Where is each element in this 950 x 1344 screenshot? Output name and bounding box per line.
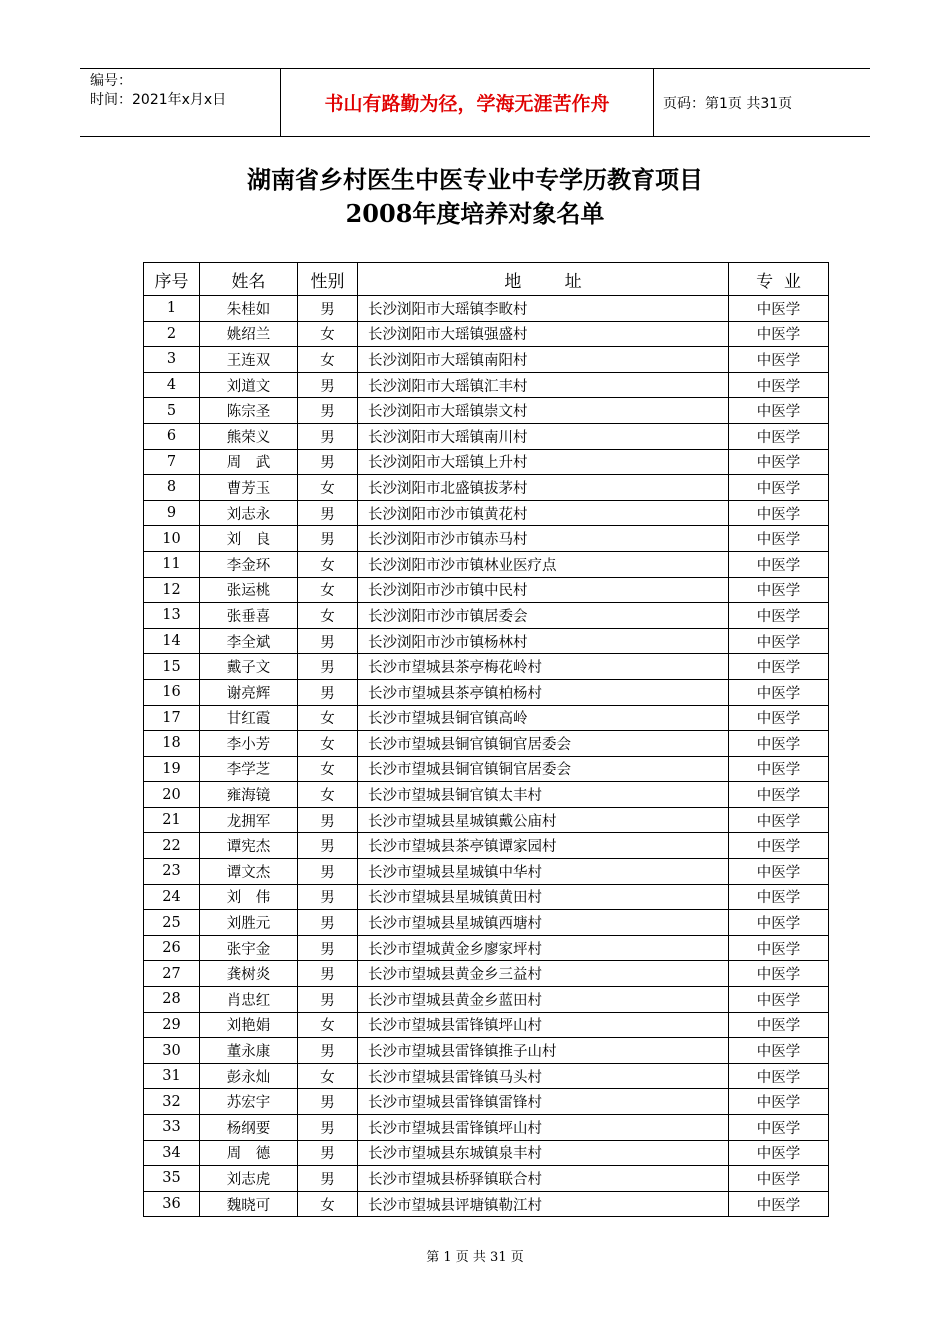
row-major-cell: 中医学 (729, 628, 829, 654)
row-address-cell: 长沙浏阳市北盛镇拔茅村 (358, 475, 729, 501)
row-index-cell: 16 (144, 679, 200, 705)
table-row (144, 987, 829, 1013)
row-address-cell: 长沙浏阳市大瑶镇汇丰村 (358, 372, 729, 398)
row-name-cell: 曹芳玉 (200, 475, 298, 501)
table-row (144, 321, 829, 347)
page-header (80, 68, 870, 137)
row-index-cell: 11 (144, 551, 200, 577)
row-address-cell: 长沙浏阳市大瑶镇崇文村 (358, 398, 729, 424)
row-index-cell: 31 (144, 1063, 200, 1089)
row-major-cell: 中医学 (729, 372, 829, 398)
row-address-cell: 长沙市望城县铜官镇铜官居委会 (358, 756, 729, 782)
row-index-cell: 26 (144, 935, 200, 961)
row-name-cell: 杨纲要 (200, 1115, 298, 1141)
row-index-cell: 13 (144, 603, 200, 629)
table-row (144, 1038, 829, 1064)
row-gender-cell: 男 (298, 1089, 358, 1115)
row-name-cell: 姚绍兰 (200, 321, 298, 347)
row-address-cell: 长沙浏阳市大瑶镇南阳村 (358, 347, 729, 373)
row-gender-cell: 女 (298, 782, 358, 808)
row-major-cell: 中医学 (729, 321, 829, 347)
row-address-cell: 长沙市望城县茶亭梅花岭村 (358, 654, 729, 680)
row-name-cell: 龚树炎 (200, 961, 298, 987)
row-name-cell: 周 德 (200, 1140, 298, 1166)
header-page-label: 页码：第1页 共31页 (663, 95, 793, 112)
row-address-cell: 长沙浏阳市沙市镇黄花村 (358, 500, 729, 526)
row-major-cell: 中医学 (729, 935, 829, 961)
row-name-cell: 谭文杰 (200, 859, 298, 885)
row-gender-cell: 男 (298, 628, 358, 654)
row-gender-cell: 男 (298, 296, 358, 322)
row-address-cell: 长沙浏阳市沙市镇居委会 (358, 603, 729, 629)
trainee-table (143, 262, 829, 1217)
row-major-cell: 中医学 (729, 398, 829, 424)
document-title-line2: 2008年度培养对象名单 (345, 199, 605, 228)
row-name-cell: 熊荣义 (200, 423, 298, 449)
row-address-cell: 长沙市望城县铜官镇铜官居委会 (358, 731, 729, 757)
row-gender-cell: 男 (298, 910, 358, 936)
row-major-cell: 中医学 (729, 884, 829, 910)
row-index-cell: 34 (144, 1140, 200, 1166)
row-gender-cell: 男 (298, 654, 358, 680)
table-row (144, 1115, 829, 1141)
table-row (144, 628, 829, 654)
row-address-cell: 长沙市望城县雷锋镇坪山村 (358, 1012, 729, 1038)
row-index-cell: 10 (144, 526, 200, 552)
table-row (144, 449, 829, 475)
header-meta (80, 69, 280, 136)
row-address-cell: 长沙市望城县黄金乡蓝田村 (358, 987, 729, 1013)
row-major-cell: 中医学 (729, 987, 829, 1013)
row-index-cell: 23 (144, 859, 200, 885)
row-address-cell: 长沙浏阳市大瑶镇上升村 (358, 449, 729, 475)
row-name-cell: 李金环 (200, 551, 298, 577)
row-address-cell: 长沙市望城县星城镇黄田村 (358, 884, 729, 910)
row-name-cell: 谭宪杰 (200, 833, 298, 859)
header-cell-address: 地 址 (358, 263, 729, 296)
row-index-cell: 18 (144, 731, 200, 757)
table-row (144, 296, 829, 322)
row-index-cell: 32 (144, 1089, 200, 1115)
row-address-cell: 长沙市望城县黄金乡三益村 (358, 961, 729, 987)
table-row (144, 603, 829, 629)
row-index-cell: 21 (144, 807, 200, 833)
row-index-cell: 24 (144, 884, 200, 910)
document-title-line1: 湖南省乡村医生中医专业中专学历教育项目 (247, 165, 703, 194)
row-name-cell: 肖忠红 (200, 987, 298, 1013)
row-name-cell: 谢亮辉 (200, 679, 298, 705)
row-name-cell: 张运桃 (200, 577, 298, 603)
row-gender-cell: 女 (298, 603, 358, 629)
row-gender-cell: 男 (298, 526, 358, 552)
row-name-cell: 刘艳娟 (200, 1012, 298, 1038)
row-address-cell: 长沙浏阳市大瑶镇南川村 (358, 423, 729, 449)
header-motto: 书山有路勤为径，学海无涯苦作舟 (280, 69, 654, 136)
row-index-cell: 35 (144, 1166, 200, 1192)
row-gender-cell: 男 (298, 372, 358, 398)
row-index-cell: 20 (144, 782, 200, 808)
row-index-cell: 22 (144, 833, 200, 859)
row-gender-cell: 男 (298, 833, 358, 859)
row-index-cell: 15 (144, 654, 200, 680)
table-row (144, 935, 829, 961)
row-name-cell: 李学芝 (200, 756, 298, 782)
row-major-cell: 中医学 (729, 1115, 829, 1141)
row-major-cell: 中医学 (729, 807, 829, 833)
table-row (144, 347, 829, 373)
row-major-cell: 中医学 (729, 500, 829, 526)
row-index-cell: 1 (144, 296, 200, 322)
table-row (144, 423, 829, 449)
row-name-cell: 雍海镜 (200, 782, 298, 808)
row-gender-cell: 女 (298, 1063, 358, 1089)
row-address-cell: 长沙市望城县星城镇戴公庙村 (358, 807, 729, 833)
row-gender-cell: 男 (298, 500, 358, 526)
row-index-cell: 8 (144, 475, 200, 501)
row-name-cell: 董永康 (200, 1038, 298, 1064)
row-address-cell: 长沙市望城县评塘镇勒江村 (358, 1191, 729, 1217)
table-row (144, 1089, 829, 1115)
row-address-cell: 长沙市望城县雷锋镇坪山村 (358, 1115, 729, 1141)
row-index-cell: 9 (144, 500, 200, 526)
row-index-cell: 3 (144, 347, 200, 373)
row-major-cell: 中医学 (729, 859, 829, 885)
row-gender-cell: 男 (298, 679, 358, 705)
row-gender-cell: 男 (298, 1140, 358, 1166)
row-name-cell: 刘胜元 (200, 910, 298, 936)
row-address-cell: 长沙浏阳市沙市镇林业医疗点 (358, 551, 729, 577)
table-row (144, 500, 829, 526)
row-address-cell: 长沙市望城黄金乡廖家坪村 (358, 935, 729, 961)
row-gender-cell: 女 (298, 756, 358, 782)
row-address-cell: 长沙浏阳市沙市镇赤马村 (358, 526, 729, 552)
row-major-cell: 中医学 (729, 654, 829, 680)
row-address-cell: 长沙市望城县桥驿镇联合村 (358, 1166, 729, 1192)
row-gender-cell: 男 (298, 859, 358, 885)
row-gender-cell: 女 (298, 321, 358, 347)
row-major-cell: 中医学 (729, 1166, 829, 1192)
row-address-cell: 长沙市望城县雷锋镇马头村 (358, 1063, 729, 1089)
row-major-cell: 中医学 (729, 1063, 829, 1089)
row-address-cell: 长沙浏阳市大瑶镇李畋村 (358, 296, 729, 322)
row-gender-cell: 女 (298, 347, 358, 373)
row-address-cell: 长沙浏阳市沙市镇杨林村 (358, 628, 729, 654)
row-gender-cell: 男 (298, 807, 358, 833)
row-gender-cell: 男 (298, 935, 358, 961)
row-name-cell: 张宇金 (200, 935, 298, 961)
row-gender-cell: 女 (298, 475, 358, 501)
row-name-cell: 周 武 (200, 449, 298, 475)
table-row (144, 756, 829, 782)
row-index-cell: 19 (144, 756, 200, 782)
row-address-cell: 长沙市望城县茶亭镇柏杨村 (358, 679, 729, 705)
table-header-row (144, 263, 829, 296)
row-name-cell: 刘道文 (200, 372, 298, 398)
table-row (144, 654, 829, 680)
row-gender-cell: 男 (298, 884, 358, 910)
table-row (144, 372, 829, 398)
header-cell-name: 姓名 (200, 263, 298, 296)
row-name-cell: 李全斌 (200, 628, 298, 654)
row-major-cell: 中医学 (729, 1089, 829, 1115)
row-index-cell: 2 (144, 321, 200, 347)
header-cell-index: 序号 (144, 263, 200, 296)
table-row (144, 961, 829, 987)
row-address-cell: 长沙市望城县雷锋镇推子山村 (358, 1038, 729, 1064)
row-address-cell: 长沙市望城县星城镇西塘村 (358, 910, 729, 936)
row-major-cell: 中医学 (729, 423, 829, 449)
table-row (144, 782, 829, 808)
row-major-cell: 中医学 (729, 679, 829, 705)
row-gender-cell: 男 (298, 1166, 358, 1192)
row-address-cell: 长沙浏阳市大瑶镇强盛村 (358, 321, 729, 347)
row-index-cell: 12 (144, 577, 200, 603)
row-major-cell: 中医学 (729, 910, 829, 936)
row-address-cell: 长沙市望城县铜官镇高岭 (358, 705, 729, 731)
table-row (144, 475, 829, 501)
row-name-cell: 刘 良 (200, 526, 298, 552)
row-index-cell: 5 (144, 398, 200, 424)
table-row (144, 1012, 829, 1038)
table-row (144, 705, 829, 731)
row-major-cell: 中医学 (729, 296, 829, 322)
row-major-cell: 中医学 (729, 577, 829, 603)
row-index-cell: 7 (144, 449, 200, 475)
row-name-cell: 刘 伟 (200, 884, 298, 910)
row-major-cell: 中医学 (729, 756, 829, 782)
header-cell-gender: 性别 (298, 263, 358, 296)
row-major-cell: 中医学 (729, 1012, 829, 1038)
table-row (144, 577, 829, 603)
row-index-cell: 4 (144, 372, 200, 398)
row-major-cell: 中医学 (729, 961, 829, 987)
row-name-cell: 魏晓可 (200, 1191, 298, 1217)
row-major-cell: 中医学 (729, 1038, 829, 1064)
row-index-cell: 28 (144, 987, 200, 1013)
table-row (144, 884, 829, 910)
row-index-cell: 30 (144, 1038, 200, 1064)
row-index-cell: 6 (144, 423, 200, 449)
row-index-cell: 14 (144, 628, 200, 654)
table-row (144, 731, 829, 757)
row-major-cell: 中医学 (729, 731, 829, 757)
table-row (144, 679, 829, 705)
row-major-cell: 中医学 (729, 1191, 829, 1217)
row-name-cell: 王连双 (200, 347, 298, 373)
row-major-cell: 中医学 (729, 603, 829, 629)
row-name-cell: 戴子文 (200, 654, 298, 680)
row-gender-cell: 女 (298, 1191, 358, 1217)
row-gender-cell: 女 (298, 551, 358, 577)
row-address-cell: 长沙市望城县茶亭镇谭家园村 (358, 833, 729, 859)
row-index-cell: 36 (144, 1191, 200, 1217)
row-name-cell: 张垂喜 (200, 603, 298, 629)
table-row (144, 526, 829, 552)
row-gender-cell: 男 (298, 449, 358, 475)
row-gender-cell: 女 (298, 577, 358, 603)
row-index-cell: 17 (144, 705, 200, 731)
table-row (144, 910, 829, 936)
time-label: 时间：2021年x月x日 (90, 92, 227, 108)
row-gender-cell: 女 (298, 1012, 358, 1038)
table-body (144, 296, 829, 1217)
row-name-cell: 苏宏宇 (200, 1089, 298, 1115)
row-major-cell: 中医学 (729, 449, 829, 475)
row-address-cell: 长沙市望城县东城镇泉丰村 (358, 1140, 729, 1166)
row-gender-cell: 男 (298, 423, 358, 449)
header-cell-major: 专 业 (729, 263, 829, 296)
table-row (144, 859, 829, 885)
row-major-cell: 中医学 (729, 705, 829, 731)
row-name-cell: 刘志永 (200, 500, 298, 526)
table-row (144, 551, 829, 577)
table-row (144, 1140, 829, 1166)
row-major-cell: 中医学 (729, 1140, 829, 1166)
table-row (144, 1166, 829, 1192)
row-index-cell: 27 (144, 961, 200, 987)
table-row (144, 1191, 829, 1217)
row-name-cell: 甘红霞 (200, 705, 298, 731)
row-gender-cell: 女 (298, 705, 358, 731)
row-gender-cell: 男 (298, 1115, 358, 1141)
row-major-cell: 中医学 (729, 782, 829, 808)
row-index-cell: 33 (144, 1115, 200, 1141)
row-address-cell: 长沙浏阳市沙市镇中民村 (358, 577, 729, 603)
code-label: 编号： (90, 73, 132, 89)
row-name-cell: 李小芳 (200, 731, 298, 757)
table-row (144, 807, 829, 833)
row-major-cell: 中医学 (729, 551, 829, 577)
row-name-cell: 朱桂如 (200, 296, 298, 322)
row-major-cell: 中医学 (729, 475, 829, 501)
row-major-cell: 中医学 (729, 833, 829, 859)
row-index-cell: 29 (144, 1012, 200, 1038)
row-address-cell: 长沙市望城县铜官镇太丰村 (358, 782, 729, 808)
row-gender-cell: 男 (298, 1038, 358, 1064)
row-gender-cell: 男 (298, 987, 358, 1013)
row-address-cell: 长沙市望城县星城镇中华村 (358, 859, 729, 885)
row-gender-cell: 男 (298, 961, 358, 987)
row-index-cell: 25 (144, 910, 200, 936)
table-row (144, 1063, 829, 1089)
row-major-cell: 中医学 (729, 347, 829, 373)
row-name-cell: 刘志虎 (200, 1166, 298, 1192)
row-address-cell: 长沙市望城县雷锋镇雷锋村 (358, 1089, 729, 1115)
table-row (144, 398, 829, 424)
row-name-cell: 陈宗圣 (200, 398, 298, 424)
row-name-cell: 彭永灿 (200, 1063, 298, 1089)
page-footer: 第 1 页 共 31 页 (426, 1250, 524, 1265)
row-gender-cell: 男 (298, 398, 358, 424)
row-gender-cell: 女 (298, 731, 358, 757)
table-row (144, 833, 829, 859)
row-major-cell: 中医学 (729, 526, 829, 552)
row-name-cell: 龙拥军 (200, 807, 298, 833)
